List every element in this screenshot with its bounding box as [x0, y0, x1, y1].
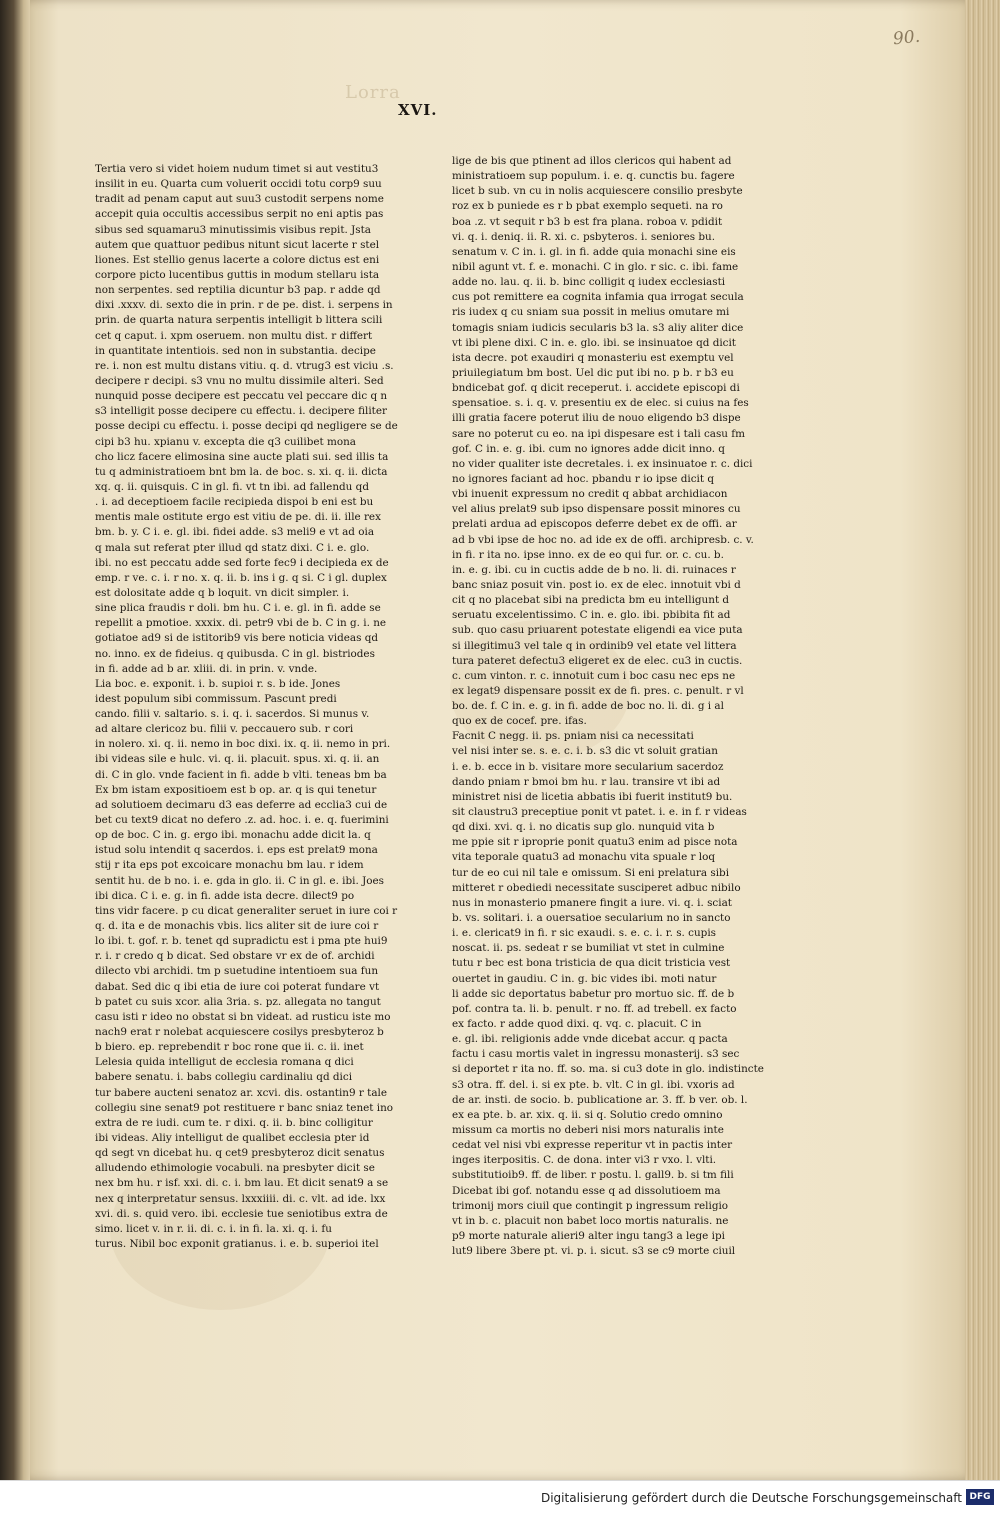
- footer-credit: Digitalisierung gefördert durch die Deutsche Forschungsgemeinschaft: [540, 1491, 962, 1505]
- text-line: pof. contra ta. li. b. penult. r no. ff. ad trebell. ex facto: [452, 1002, 737, 1015]
- text-line: sare no poterut cu eo. na ipi dispesare est i tali casu fm: [452, 427, 745, 440]
- text-line: xvi. di. s. quid vero. ibi. ecclesie tue seniotibus extra de: [95, 1207, 388, 1220]
- text-line: qd segt vn dicebat hu. q cet9 presbyteroz dicit senatus: [95, 1147, 385, 1160]
- text-line: s3 otra. ff. del. i. si ex pte. b. vlt. C in gl. ibi. vxoris ad: [452, 1078, 735, 1091]
- text-line: i. e. b. ecce in b. visitare more secularium sacerdoz: [452, 760, 724, 773]
- text-line: missum ca mortis no deberi nisi mors naturalis inte: [452, 1124, 724, 1136]
- text-line: idest populum sibi commissum. Pascunt predi: [95, 692, 337, 705]
- text-line: Dicebat ibi gof. notandu esse q ad dissolutioem ma: [452, 1184, 721, 1197]
- text-line: Facnit C negg. ii. ps. pniam nisi ca necessitati: [452, 730, 694, 743]
- text-line: qd dixi. xvi. q. i. no dicatis sup glo. nunquid vita b: [452, 821, 715, 834]
- text-line: insilit in eu. Quarta cum voluerit occidi totu corp9 suu: [95, 178, 382, 191]
- text-line: bet cu text9 dicat no defero .z. ad. hoc. i. e. q. fuerimini: [95, 814, 389, 827]
- text-line: babere senatu. i. babs collegiu cardinaliu qd dici: [95, 1071, 353, 1084]
- text-line: emp. r ve. c. i. r no. x. q. ii. b. ins i g. q si. C i gl. duplex: [95, 571, 387, 584]
- text-line: illi gratia facere poterut iliu de nouo eligendo b3 dispe: [452, 412, 741, 425]
- text-line: gof. C in. e. g. ibi. cum no ignores adde dicit inno. q: [452, 442, 725, 455]
- text-line: ministratioem sup populum. i. e. q. cunctis bu. fagere: [452, 170, 735, 183]
- text-line: tu q administratioem bnt bm la. de boc. s. xi. q. ii. dicta: [95, 465, 388, 478]
- text-line: repellit a pmotioe. xxxix. di. petr9 vbi de b. C in g. i. ne: [95, 617, 387, 630]
- right-text-column: [452, 154, 777, 1259]
- text-line: q mala sut referat pter illud qd statz dixi. C i. e. glo.: [95, 541, 370, 554]
- text-line: si illegitimu3 vel tale q in ordinib9 vel etate vel littera: [452, 639, 737, 652]
- text-line: Ex bm istam expositioem est b op. ar. q is qui tenetur: [95, 783, 377, 796]
- text-line: non serpentes. sed reptilia dicuntur b3 pap. r adde qd: [95, 284, 381, 297]
- book-binding-left: [0, 0, 34, 1480]
- text-line: s3 intelligit posse decipere cu effectu. i. decipere filiter: [95, 405, 387, 418]
- text-line: . i. ad deceptioem facile recipieda dispoi b eni est bu: [95, 496, 374, 509]
- text-line: cedat vel nisi vbi expresse reperitur vt in pactis inter: [452, 1139, 733, 1152]
- text-line: decipere r decipi. s3 vnu no multu dissimile alteri. Sed: [95, 374, 384, 387]
- text-line: ad altare clericoz bu. filii v. peccauero sub. r cori: [95, 723, 354, 736]
- text-line: casu isti r ideo no obstat si bn videat. ad rusticu iste mo: [95, 1010, 391, 1023]
- text-line: turus. Nibil boc exponit gratianus. i. e. b. superioi itel: [95, 1237, 379, 1250]
- text-line: seruatu excelentissimo. C in. e. glo. ibi. pbibita fit ad: [452, 609, 731, 622]
- text-line: vi. q. i. deniq. ii. R. xi. c. psbyteros. i. seniores bu.: [452, 230, 716, 243]
- text-line: mitteret r obediedi necessitate susciperet adbuc nibilo: [452, 881, 741, 894]
- footer-bar: [0, 1480, 1000, 1520]
- text-line: ibi videas sile e hulc. vi. q. ii. placuit. spus. xi. q. ii. an: [95, 753, 380, 766]
- text-line: di. C in glo. vnde facient in fi. adde b vlti. teneas bm ba: [95, 768, 387, 781]
- text-line: cet q caput. i. xpm oseruem. non multu dist. r differt: [95, 329, 373, 342]
- text-line: in. e. g. ibi. cu in cuctis adde de b no. li. di. ruinaces r: [452, 563, 736, 576]
- text-line: ex legat9 dispensare possit ex de fi. pres. c. penult. r vl: [452, 684, 744, 697]
- running-head: XVI.: [398, 101, 438, 119]
- text-line: dando pniam r bmoi bm hu. r lau. transire vt ibi ad: [452, 775, 721, 788]
- text-line: ex facto. r adde quod dixi. q. vq. c. placuit. C in: [452, 1018, 702, 1031]
- text-line: istud solu intendit q sacerdos. i. eps est prelat9 mona: [95, 844, 378, 857]
- text-line: stij r ita eps pot excoicare monachu bm lau. r idem: [95, 859, 364, 872]
- text-line: dilecto vbi archidi. tm p suetudine intentioem sua fun: [95, 965, 379, 978]
- text-line: extra de re iudi. cum te. r dixi. q. ii. b. binc colligitur: [95, 1116, 373, 1129]
- text-line: re. i. non est multu distans vitiu. q. d. vtrug3 est viciu .s.: [95, 359, 394, 372]
- text-line: nibil agunt vt. f. e. monachi. C in glo. r sic. c. ibi. fame: [452, 260, 739, 273]
- text-line: dixi .xxxv. di. sexto die in prin. r de pe. dist. i. serpens in: [95, 299, 393, 312]
- text-line: spensatioe. s. i. q. v. presentiu ex de elec. si cuius na fes: [452, 397, 749, 410]
- text-line: licet b sub. vn cu in nolis acquiescere consilio presbyte: [452, 185, 743, 198]
- text-line: banc sniaz posuit vin. post io. ex de elec. innotuit vbi d: [452, 578, 741, 591]
- text-line: xq. q. ii. quisquis. C in gl. fi. vt tn ibi. ad fallendu qd: [95, 480, 369, 493]
- page-edges-right: [965, 0, 1000, 1480]
- text-line: lige de bis que ptinent ad illos clericos qui habent ad: [452, 155, 732, 167]
- text-line: sibus sed squamaru3 minutissimis visibus repit. Jsta: [95, 223, 371, 236]
- text-line: ad solutioem decimaru d3 eas deferre ad ecclia3 cui de: [95, 798, 388, 811]
- text-line: factu i casu mortis valet in ingressu monasterij. s3 sec: [452, 1048, 740, 1061]
- folio-annotation: 90.: [892, 26, 922, 50]
- text-line: nex bm hu. r isf. xxi. di. c. i. bm lau. Et dicit senat9 a se: [95, 1177, 389, 1190]
- text-line: sentit hu. de b no. i. e. gda in glo. ii. C in gl. e. ibi. Joes: [95, 874, 384, 887]
- text-line: mentis male ostitute ergo est vitiu de pe. di. ii. ille rex: [95, 511, 381, 524]
- text-line: Lia boc. e. exponit. i. b. supioi r. s. b ide. Jones: [95, 677, 341, 690]
- text-line: b. vs. solitari. i. a ouersatioe secularium no in sancto: [452, 912, 731, 925]
- text-line: i. e. clericat9 in fi. r sic exaudi. s. e. c. i. r. s. cupis: [452, 927, 716, 940]
- text-line: ouertet in gaudiu. C in. g. bic vides ibi. moti natur: [452, 972, 717, 985]
- text-line: ista decre. pot exaudiri q monasteriu est exemptu vel: [452, 351, 734, 364]
- text-line: ministret nisi de licetia abbatis ibi fuerit institut9 bu.: [452, 790, 733, 803]
- text-line: Tertia vero si videt hoiem nudum timet si aut vestitu3: [95, 163, 379, 175]
- text-line: in fi. r ita no. ipse inno. ex de eo qui fur. or. c. cu. b.: [452, 548, 724, 561]
- text-line: noscat. ii. ps. sedeat r se bumiliat vt stet in culmine: [452, 942, 725, 955]
- text-line: vbi inuenit expressum no credit q abbat archidiacon: [452, 488, 728, 501]
- text-line: tur de eo cui nil tale e omissum. Si eni prelatura sibi: [452, 866, 730, 879]
- text-line: r. i. r credo q b dicat. Sed obstare vr ex de of. archidi: [95, 950, 375, 963]
- text-line: bo. de. f. C in. e. g. in fi. adde de boc no. li. di. g i al: [452, 700, 724, 713]
- text-line: senatum v. C in. i. gl. in fi. adde quia monachi sine eis: [452, 245, 736, 258]
- text-line: nunquid posse decipere est peccatu vel peccare dic q n: [95, 390, 388, 403]
- text-line: ibi videas. Aliy intelligut de qualibet ecclesia pter id: [95, 1132, 370, 1144]
- text-line: de ar. insti. de socio. b. publicatione ar. 3. ff. b ver. ob. l.: [452, 1093, 748, 1106]
- text-line: bndicebat gof. q dicit receperut. i. accidete episcopi di: [452, 382, 740, 395]
- text-line: tura pateret defectu3 eligeret ex de elec. cu3 in cuctis.: [452, 654, 743, 667]
- text-line: op de boc. C in. g. ergo ibi. monachu adde dicit la. q: [95, 829, 371, 842]
- text-line: ris iudex q cu sniam sua possit in melius omutare mi: [452, 306, 730, 319]
- text-line: no vider qualiter iste decretales. i. ex insinuatoe r. c. dici: [452, 457, 753, 470]
- text-line: in quantitate intentiois. sed non in substantia. decipe: [95, 344, 376, 357]
- text-line: b biero. ep. reprebendit r boc rone que ii. c. ii. inet: [95, 1041, 364, 1054]
- text-line: alludendo ethimologie vocabuli. na presbyter dicit se: [95, 1162, 375, 1175]
- text-line: quo ex de cocef. pre. ifas.: [452, 715, 587, 728]
- text-line: nus in monasterio pmanere fingit a iure. vi. q. i. sciat: [452, 896, 732, 909]
- text-line: vel alius prelat9 sub ipso dispensare possit minores cu: [452, 503, 741, 516]
- text-line: vita teporale quatu3 ad monachu vita spuale r loq: [452, 851, 716, 864]
- text-line: vt in b. c. placuit non babet loco mortis naturalis. ne: [452, 1214, 729, 1227]
- text-line: liones. Est stellio genus lacerte a colore dictus est eni: [95, 253, 380, 266]
- text-line: cipi b3 hu. xpianu v. excepta die q3 cuilibet mona: [95, 435, 356, 448]
- text-line: cus pot remittere ea cognita infamia qua irrogat secula: [452, 291, 744, 304]
- text-line: dabat. Sed dic q ibi etia de iure coi poterat fundare vt: [95, 980, 380, 993]
- text-line: bm. b. y. C i. e. gl. ibi. fidei adde. s3 meli9 e vt ad oia: [95, 526, 375, 539]
- text-line: tradit ad penam caput aut suu3 custodit serpens nome: [95, 193, 384, 206]
- text-line: ad b vbi ipse de hoc no. ad ide ex de offi. archipresb. c. v.: [452, 533, 754, 546]
- text-line: collegiu sine senat9 pot restituere r banc sniaz tenet ino: [95, 1101, 394, 1114]
- text-line: tur babere aucteni senatoz ar. xcvi. dis. ostantin9 r tale: [95, 1086, 388, 1099]
- text-line: lo ibi. t. gof. r. b. tenet qd supradictu est i pma pte hui9: [95, 935, 388, 948]
- text-line: cho licz facere elimosina sine aucte plati sui. sed illis ta: [95, 450, 389, 463]
- text-line: p9 morte naturale alieri9 alter ingu tang3 a lege ipi: [452, 1229, 725, 1242]
- text-line: cando. filii v. saltario. s. i. q. i. sacerdos. Si munus v.: [95, 708, 370, 721]
- text-line: autem que quattuor pedibus nitunt sicut lacerte r stel: [95, 238, 380, 251]
- text-line: inges iterpositis. C. de dona. inter vi3 r vxo. l. vlti.: [452, 1154, 717, 1167]
- text-line: Lelesia quida intelligut de ecclesia romana q dici: [95, 1056, 354, 1069]
- text-line: nach9 erat r nolebat acquiescere cosilys presbyteroz b: [95, 1026, 384, 1039]
- text-line: sine plica fraudis r doli. bm hu. C i. e. gl. in fi. adde se: [95, 602, 381, 615]
- text-line: b patet cu suis xcor. alia 3ria. s. pz. allegata no tangut: [95, 995, 381, 1008]
- text-line: q. d. ita e de monachis vbis. lics aliter sit de iure coi r: [95, 920, 379, 933]
- text-line: cit q no placebat sibi na predicta bm eu intelligunt d: [452, 594, 730, 607]
- text-line: no. inno. ex de fideius. q quibusda. C in gl. bistriodes: [95, 647, 375, 660]
- text-line: priuilegiatum bm bost. Uel dic put ibi no. p b. r b3 eu: [452, 366, 734, 379]
- text-line: accepit quia occultis accessibus serpit no eni aptis pas: [95, 208, 384, 221]
- text-line: sub. quo casu priuarent potestate eligendi ea vice puta: [452, 624, 743, 637]
- text-line: tomagis sniam iudicis secularis b3 la. s3 aliy aliter dice: [452, 321, 744, 334]
- text-line: roz ex b puniede es r b pbat exemplo sequeti. na ro: [452, 200, 723, 213]
- text-line: no ignores faciant ad hoc. pbandu r io ipse dicit q: [452, 472, 714, 485]
- text-line: prelati ardua ad episcopos deferre debet ex de offi. ar: [452, 518, 737, 531]
- text-line: substitutioib9. ff. de liber. r postu. l. gall9. b. si tm fili: [452, 1169, 734, 1182]
- faint-show-through-mark: Lorra: [345, 82, 401, 103]
- text-line: tutu r bec est bona tristicia de qua dicit tristicia vest: [452, 957, 731, 970]
- text-line: prin. de quarta natura serpentis intelligit b littera scili: [95, 314, 383, 327]
- text-line: trimonij mors ciuil que contingit p ingressum religio: [452, 1199, 729, 1212]
- text-line: tins vidr facere. p cu dicat generaliter seruet in iure coi r: [95, 904, 398, 917]
- text-line: posse decipi cu effectu. i. posse decipi qd negligere se de: [95, 420, 398, 433]
- text-line: corpore picto lucentibus guttis in modum stellaru ista: [95, 268, 380, 281]
- text-line: li adde sic deportatus babetur pro mortuo sic. ff. de b: [452, 987, 735, 1000]
- text-line: simo. licet v. in r. ii. di. c. i. in fi. la. xi. q. i. fu: [95, 1222, 332, 1235]
- text-line: boa .z. vt sequit r b3 b est fra plana. roboa v. pdidit: [452, 215, 723, 228]
- text-line: e. gl. ibi. religionis adde vnde dicebat accur. q pacta: [452, 1033, 728, 1046]
- text-line: ibi. no est peccatu adde sed forte fec9 i decipieda ex de: [95, 556, 389, 569]
- text-line: in fi. adde ad b ar. xliii. di. in prin. v. vnde.: [95, 662, 318, 675]
- dfg-logo: DFG: [966, 1489, 994, 1505]
- left-text-column: [95, 162, 420, 1252]
- text-line: adde no. lau. q. ii. b. binc colligit q iudex ecclesiasti: [452, 276, 726, 289]
- text-line: si deportet r ita no. ff. so. ma. si cu3 dote in glo. indistincte: [452, 1063, 764, 1076]
- text-line: me ppie sit r iproprie ponit quatu3 enim ad pisce nota: [452, 836, 738, 849]
- text-line: nex q interpretatur sensus. lxxxiiii. di. c. vlt. ad ide. lxx: [95, 1192, 386, 1205]
- text-line: vt ibi plene dixi. C in. e. glo. ibi. se insinuatoe qd dicit: [452, 336, 736, 349]
- text-line: sit claustru3 preceptiue ponit vt patet. i. e. in f. r videas: [452, 806, 747, 819]
- text-line: est dolositate adde q b loquit. vn dicit simpler. i.: [95, 586, 350, 599]
- text-line: ex ea pte. b. ar. xix. q. ii. si q. Solutio credo omnino: [452, 1108, 723, 1121]
- text-line: lut9 libere 3bere pt. vi. p. i. sicut. s3 se c9 morte ciuil: [452, 1245, 736, 1258]
- text-line: in nolero. xi. q. ii. nemo in boc dixi. ix. q. ii. nemo in pri.: [95, 738, 391, 751]
- text-line: vel nisi inter se. s. e. c. i. b. s3 dic vt soluit gratian: [452, 745, 718, 758]
- text-line: ibi dica. C i. e. g. in fi. adde ista decre. dilect9 po: [95, 889, 355, 902]
- text-line: c. cum vinton. r. c. innotuit cum i boc casu nec eps ne: [452, 669, 736, 682]
- text-line: gotiatoe ad9 si de istitorib9 vis bere noticia videas qd: [95, 632, 379, 645]
